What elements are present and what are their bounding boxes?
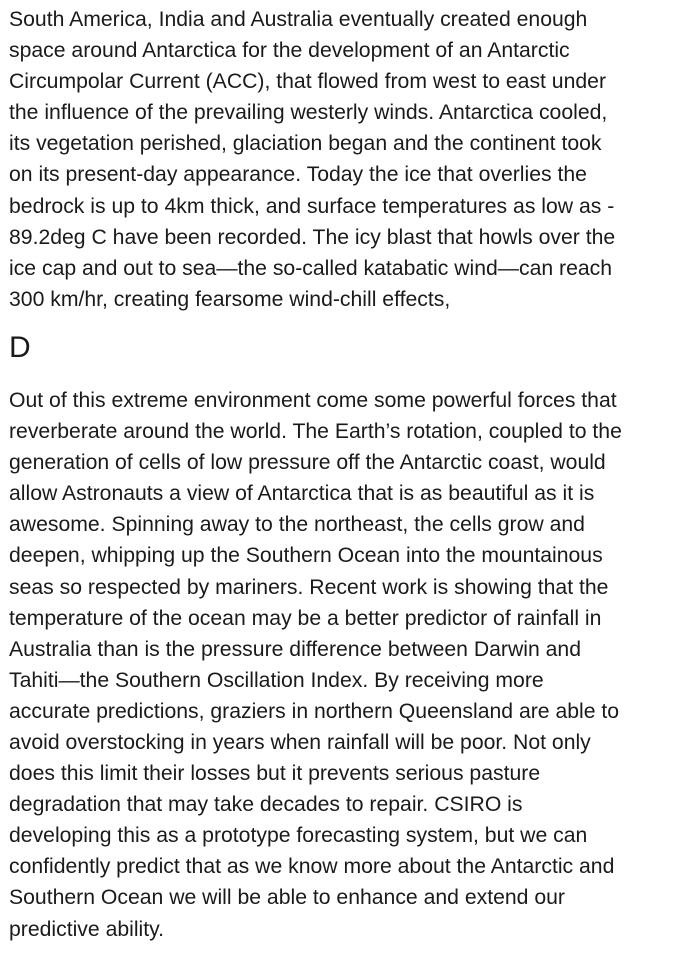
- document-page: [9, 4, 695, 945]
- text-line: does this limit their losses but it prevents serious pasture: [9, 762, 541, 786]
- text-line: the influence of the prevailing westerly winds. Antarctica cooled,: [9, 101, 608, 125]
- text-line: degradation that may take decades to repair. CSIRO is: [9, 793, 523, 817]
- text-line: space around Antarctica for the development of an Antarctic: [9, 39, 570, 63]
- text-line: developing this as a prototype forecasting system, but we can: [9, 824, 588, 848]
- paragraph-c: [9, 4, 695, 315]
- text-line: predictive ability.: [9, 917, 165, 941]
- text-line: allow Astronauts a view of Antarctica that is as beautiful as it is: [9, 482, 595, 506]
- text-line: ice cap and out to sea—the so-called katabatic wind—can reach: [9, 256, 613, 280]
- text-line: temperature of the ocean may be a better predictor of rainfall in: [9, 606, 602, 630]
- text-line: its vegetation perished, glaciation began and the continent took: [9, 132, 602, 156]
- text-line: avoid overstocking in years when rainfall will be poor. Not only: [9, 730, 591, 754]
- text-line: Australia than is the pressure difference between Darwin and: [9, 637, 582, 661]
- text-line: confidently predict that as we know more about the Antarctic and: [9, 855, 615, 879]
- paragraph-d: [9, 385, 695, 945]
- text-line: generation of cells of low pressure off the Antarctic coast, would: [9, 451, 606, 475]
- text-line: Out of this extreme environment come some powerful forces that: [9, 388, 617, 412]
- text-line: Circumpolar Current (ACC), that flowed from west to east under: [9, 70, 606, 94]
- text-line: deepen, whipping up the Southern Ocean into the mountainous: [9, 544, 603, 568]
- text-line: 89.2deg C have been recorded. The icy blast that howls over the: [9, 225, 616, 249]
- text-line: 300 km/hr, creating fearsome wind-chill effects,: [9, 287, 451, 311]
- text-line: accurate predictions, graziers in northern Queensland are able to: [9, 699, 620, 723]
- text-line: on its present-day appearance. Today the ice that overlies the: [9, 163, 587, 187]
- text-line: South America, India and Australia eventually created enough: [9, 8, 588, 31]
- section-heading-d: D: [9, 330, 31, 364]
- text-line: Southern Ocean we will be able to enhance and extend our: [9, 886, 565, 910]
- text-line: bedrock is up to 4km thick, and surface temperatures as low as -: [9, 194, 615, 218]
- text-line: Tahiti—the Southern Oscillation Index. By receiving more: [9, 668, 544, 692]
- text-line: reverberate around the world. The Earth’s rotation, coupled to the: [9, 420, 622, 444]
- text-line: seas so respected by mariners. Recent work is showing that the: [9, 575, 609, 599]
- text-line: awesome. Spinning away to the northeast, the cells grow and: [9, 513, 585, 537]
